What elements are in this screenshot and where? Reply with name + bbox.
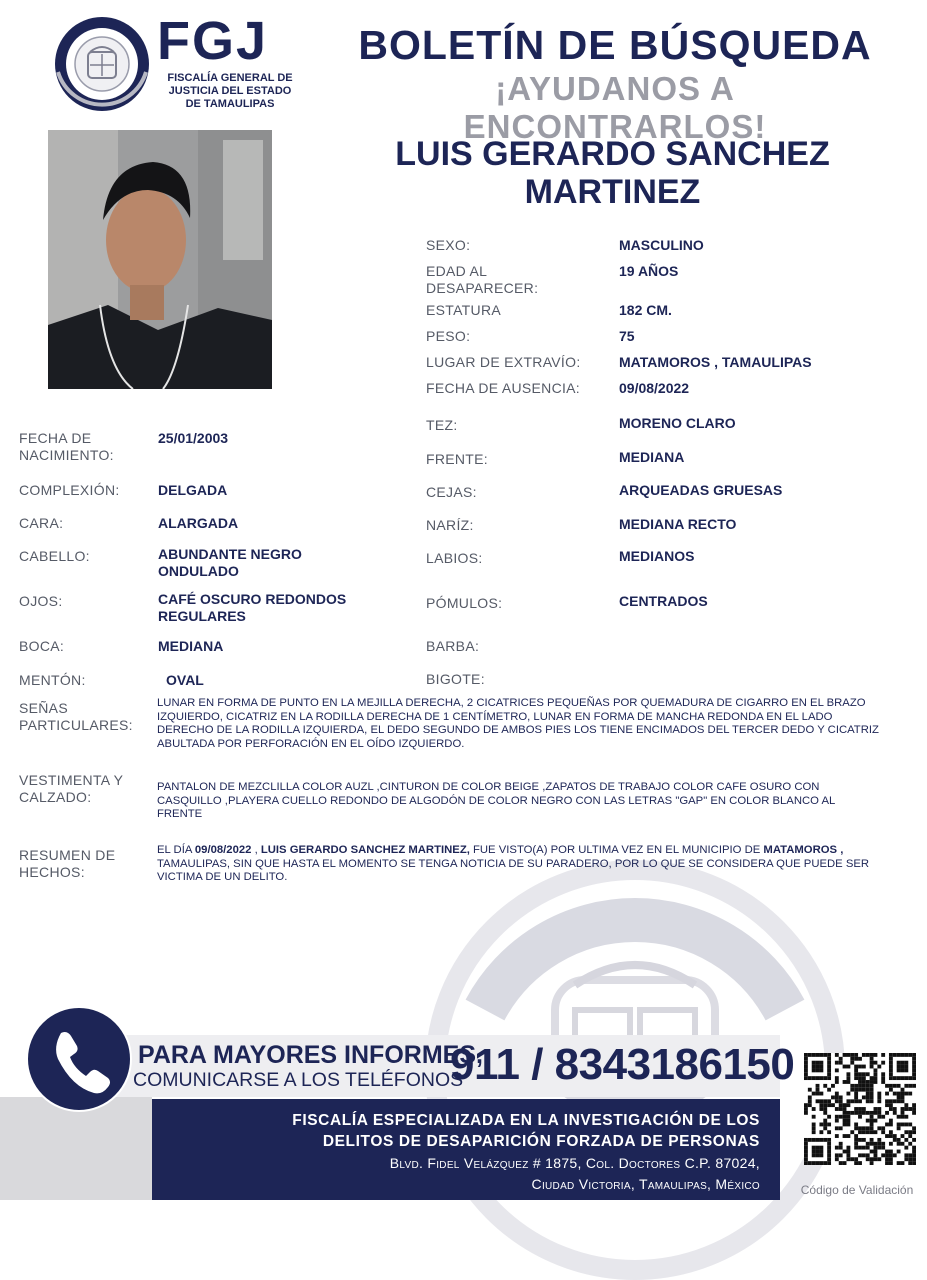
field-label-ojos: OJOS: bbox=[19, 593, 63, 609]
field-value-boca: MEDIANA bbox=[158, 638, 224, 654]
field-label-fecha-de-ausencia: FECHA DE AUSENCIA: bbox=[426, 380, 580, 396]
field-label-nariz: NARÍZ: bbox=[426, 517, 474, 533]
logo-initials: FGJ bbox=[157, 11, 269, 71]
agency-line: FISCALÍA ESPECIALIZADA EN LA INVESTIGACIÓN DE LOS bbox=[292, 1112, 760, 1129]
field-label-complexion: COMPLEXIÓN: bbox=[19, 482, 120, 498]
resumen-part: , bbox=[251, 844, 261, 856]
field-label-cejas: CEJAS: bbox=[426, 484, 477, 500]
field-label-labios: LABIOS: bbox=[426, 550, 483, 566]
agency-name bbox=[170, 1110, 760, 1152]
bulletin-title: BOLETÍN DE BÚSQUEDA bbox=[358, 22, 872, 68]
resumen-date: 09/08/2022 bbox=[194, 844, 252, 856]
field-value-menton: OVAL bbox=[166, 672, 204, 688]
field-label-barba: BARBA: bbox=[426, 638, 480, 654]
field-value-complexion: DELGADA bbox=[158, 482, 228, 498]
logo-subtitle-line: FISCALÍA GENERAL DE bbox=[167, 72, 293, 84]
field-value-fecha-de-ausencia: 09/08/2022 bbox=[619, 380, 690, 396]
field-label-sexo: SEXO: bbox=[426, 237, 471, 253]
field-label-tez: TEZ: bbox=[426, 417, 458, 433]
phone-number: 911 / 8343186150 bbox=[450, 1040, 795, 1089]
person-photo-image bbox=[48, 130, 272, 389]
resumen-part: EL DÍA bbox=[157, 844, 195, 856]
agency-address bbox=[170, 1153, 760, 1195]
logo-subtitle bbox=[160, 72, 300, 111]
resumen-name: LUIS GERARDO SANCHEZ MARTINEZ, bbox=[260, 844, 470, 856]
field-value-frente: MEDIANA bbox=[619, 449, 685, 465]
field-value-cejas: ARQUEADAS GRUESAS bbox=[619, 482, 783, 498]
field-label-bigote: BIGOTE: bbox=[426, 671, 485, 687]
field-label-frente: FRENTE: bbox=[426, 451, 488, 467]
phone-icon bbox=[25, 1005, 133, 1113]
senas-label: SEÑAS PARTICULARES: bbox=[19, 700, 133, 733]
field-label-estatura: ESTATURA bbox=[426, 302, 501, 318]
field-label-lugar-de-extravio: LUGAR DE EXTRAVÍO: bbox=[426, 354, 581, 370]
agency-line: DELITOS DE DESAPARICIÓN FORZADA DE PERSONAS bbox=[322, 1133, 760, 1150]
resumen-part: FUE VISTO(A) POR ULTIMA VEZ EN EL MUNICIPIO DE bbox=[469, 844, 764, 856]
address-line: Blvd. Fidel Velázquez # 1875, Col. Doctores C.P. 87024, bbox=[389, 1155, 760, 1171]
person-name bbox=[360, 135, 865, 211]
field-value-cabello: ABUNDANTE NEGRO ONDULADO bbox=[158, 546, 302, 579]
field-label-fecha-de-nacimiento: FECHA DE NACIMIENTO: bbox=[19, 430, 114, 463]
field-value-peso: 75 bbox=[619, 328, 635, 344]
senas-text: LUNAR EN FORMA DE PUNTO EN LA MEJILLA DERECHA, 2 CICATRICES PEQUEÑAS POR QUEMADURA DE CIGARRO EN EL BRAZO IZQUIERDO, CICATRIZ EN LA RODILLA DERECHA DE 1 CENTÍMETRO, LUNAR EN FORMA DE MANCHA REDONDA EN EL LADO DERECHO DE LA RODILLA IZQUIERDA, EL DEDO SEGUNDO DE AMBOS PIES LOS TIENE ENCIMADOS DEL TERCER DEDO Y CICATRIZ ABULTADA POR PERFORACIÓN EN EL OÍDO IZQUIERDO. bbox=[157, 697, 879, 750]
field-label-edad-al-desaparecer: EDAD AL DESAPARECER: bbox=[426, 263, 539, 296]
field-value-estatura: 182 CM. bbox=[619, 302, 672, 318]
field-label-peso: PESO: bbox=[426, 328, 471, 344]
vestimenta-text: PANTALON DE MEZCLILLA COLOR AUZL ,CINTURON DE COLOR BEIGE ,ZAPATOS DE TRABAJO COLOR CAFE OSURO CON CASQUILLO ,PLAYERA CUELLO REDONDO DE ALGODÓN DE COLOR NEGRO CON LAS LETRAS "GAP" EN COLOR BLANCO AL FRENTE bbox=[157, 781, 835, 820]
field-label-cabello: CABELLO: bbox=[19, 548, 90, 564]
field-value-edad-al-desaparecer: 19 AÑOS bbox=[619, 263, 679, 279]
info-line2: COMUNICARSE A LOS TELÉFONOS bbox=[133, 1069, 464, 1091]
field-value-cara: ALARGADA bbox=[158, 515, 239, 531]
person-name-line1: LUIS GERARDO SANCHEZ bbox=[395, 135, 830, 173]
logo-subtitle-line: DE TAMAULIPAS bbox=[185, 98, 275, 110]
info-line1: PARA MAYORES INFORMES, bbox=[138, 1041, 483, 1069]
qr-caption: Código de Validación bbox=[800, 1183, 914, 1197]
field-label-cara: CARA: bbox=[19, 515, 64, 531]
field-label-boca: BOCA: bbox=[19, 638, 65, 654]
field-value-pomulos: CENTRADOS bbox=[619, 593, 708, 609]
resumen-text bbox=[157, 844, 882, 885]
person-name-line2: MARTINEZ bbox=[524, 173, 701, 211]
field-label-menton: MENTÓN: bbox=[19, 672, 86, 688]
resumen-place: MATAMOROS , bbox=[763, 844, 844, 856]
field-value-fecha-de-nacimiento: 25/01/2003 bbox=[158, 430, 229, 446]
resumen-part: TAMAULIPAS, SIN QUE HASTA EL MOMENTO SE TENGA NOTICIA DE SU PARADERO, POR LO QUE SE CONSIDERA QUE PUEDE SER VICTIMA DE UN DELITO. bbox=[157, 857, 870, 883]
bulletin-subtitle: ¡AYUDANOS A ENCONTRARLOS! bbox=[463, 70, 767, 145]
field-label-pomulos: PÓMULOS: bbox=[426, 595, 503, 611]
field-value-nariz: MEDIANA RECTO bbox=[619, 516, 737, 532]
field-value-sexo: MASCULINO bbox=[619, 237, 704, 253]
address-line: Ciudad Victoria, Tamaulipas, México bbox=[531, 1176, 760, 1192]
field-value-tez: MORENO CLARO bbox=[619, 415, 736, 431]
person-photo bbox=[48, 130, 272, 389]
qr-code[interactable] bbox=[804, 1053, 916, 1165]
logo-subtitle-line: JUSTICIA DEL ESTADO bbox=[168, 85, 292, 97]
field-value-labios: MEDIANOS bbox=[619, 548, 695, 564]
field-value-ojos: CAFÉ OSCURO REDONDOS REGULARES bbox=[158, 591, 347, 624]
fgj-seal-icon bbox=[52, 14, 152, 114]
resumen-label: RESUMEN DE HECHOS: bbox=[19, 847, 116, 880]
vestimenta-label: VESTIMENTA Y CALZADO: bbox=[19, 772, 124, 805]
field-value-lugar-de-extravio: MATAMOROS , TAMAULIPAS bbox=[619, 354, 812, 370]
